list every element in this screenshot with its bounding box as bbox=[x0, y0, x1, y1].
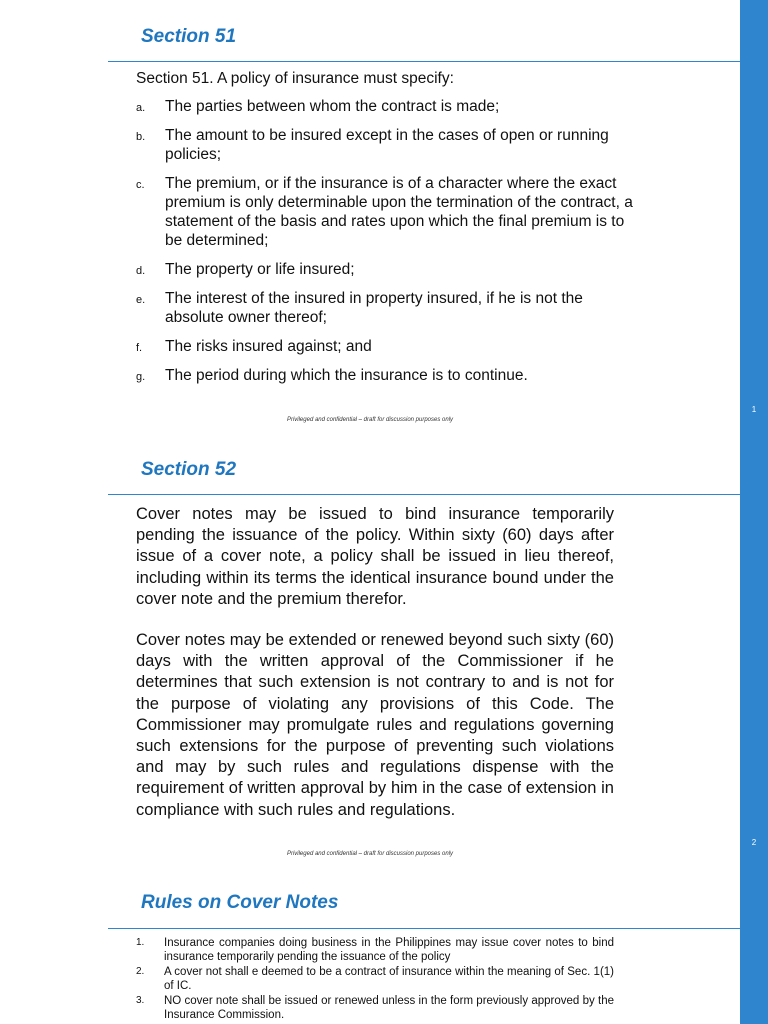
list-item-text: The parties between whom the contract is made; bbox=[165, 98, 500, 115]
title-divider bbox=[108, 61, 740, 62]
list-item bbox=[136, 174, 636, 250]
list-item-text: A cover not shall e deemed to be a contract of insurance within the meaning of Sec. 1(1) of IC. bbox=[164, 966, 614, 992]
list-item bbox=[136, 260, 636, 279]
page-number: 2 bbox=[751, 838, 757, 847]
list-item bbox=[136, 97, 636, 116]
list-item-text: The amount to be insured except in the cases of open or running policies; bbox=[165, 127, 609, 163]
list-item bbox=[136, 965, 614, 993]
confidential-footer: Privileged and confidential – draft for discussion purposes only bbox=[286, 417, 454, 423]
list-item bbox=[136, 289, 636, 327]
list-item-text: The interest of the insured in property insured, if he is not the absolute owner thereof; bbox=[165, 290, 583, 326]
list-item-text: NO cover note shall be issued or renewed unless in the form previously approved by the Insurance Commission. bbox=[164, 995, 614, 1021]
list-marker: b. bbox=[136, 131, 146, 143]
list-item bbox=[136, 337, 636, 356]
list-marker: f. bbox=[136, 342, 143, 354]
list-marker: 1. bbox=[136, 937, 145, 948]
list-item-text: The property or life insured; bbox=[165, 261, 355, 278]
list-item bbox=[136, 366, 636, 385]
title-divider bbox=[108, 928, 740, 929]
rules-title: Rules on Cover Notes bbox=[141, 892, 339, 913]
title-divider bbox=[108, 494, 740, 495]
section-52-title: Section 52 bbox=[141, 459, 237, 480]
section-52-paragraph: Cover notes may be issued to bind insurance temporarily pending the issuance of the policy. Within sixty (60) days after issue of a cover note, a policy shall be issued in lieu thereof, including within its terms the identical insurance bound under the cover note and the premium therefor. bbox=[136, 505, 614, 608]
list-marker: 3. bbox=[136, 995, 145, 1006]
list-marker: e. bbox=[136, 294, 146, 306]
slide-section-51 bbox=[0, 0, 740, 440]
list-item bbox=[136, 994, 614, 1022]
list-item-text: The risks insured against; and bbox=[165, 338, 372, 355]
list-marker: 2. bbox=[136, 966, 145, 977]
list-marker: c. bbox=[136, 179, 145, 191]
list-item bbox=[136, 126, 636, 164]
section-51-intro: Section 51. A policy of insurance must specify: bbox=[136, 70, 454, 87]
section-51-list bbox=[136, 97, 636, 385]
section-51-title: Section 51 bbox=[141, 26, 237, 47]
rules-list bbox=[136, 936, 614, 1023]
list-item-text: The period during which the insurance is to continue. bbox=[165, 367, 528, 384]
list-item-text: Insurance companies doing business in the Philippines may issue cover notes to bind insurance temporarily pending the issuance of the policy bbox=[164, 937, 614, 963]
list-item-text: The premium, or if the insurance is of a character where the exact premium is only determinable upon the termination of the contract, a statement of the basis and rates upon which the final premium is to be determined; bbox=[165, 175, 633, 249]
page-number: 1 bbox=[751, 405, 757, 414]
list-marker: a. bbox=[136, 102, 146, 114]
list-marker: g. bbox=[136, 371, 146, 383]
list-item bbox=[136, 936, 614, 964]
list-marker: d. bbox=[136, 265, 146, 277]
sidebar-bar bbox=[740, 0, 768, 1024]
confidential-footer: Privileged and confidential – draft for discussion purposes only bbox=[286, 851, 454, 857]
section-52-paragraph: Cover notes may be extended or renewed beyond such sixty (60) days with the written approval of the Commissioner if he determines that such extension is not contrary to and is not for the purpose of violating any provisions of this Code. The Commissioner may promulgate rules and regulations governing such extensions for the purpose of preventing such violations and may by such rules and regulations dispense with the requirement of written approval by him in the case of extension in compliance with such rules and regulations. bbox=[136, 631, 614, 819]
